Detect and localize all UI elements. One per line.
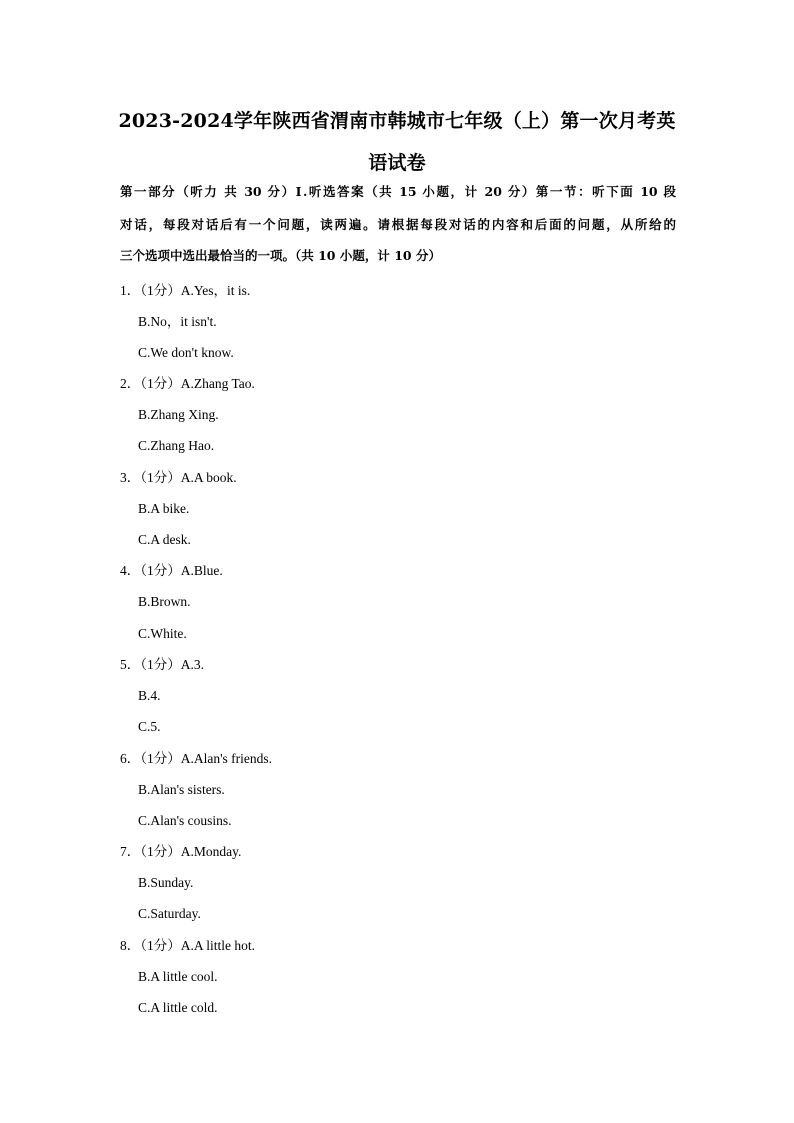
document-title-line-2: 语试卷 [368, 152, 426, 174]
question-8-first-line [120, 938, 255, 954]
question-2-option-b: B.Zhang Xing. [138, 407, 219, 422]
question-6-option-b: B.Alan's sisters. [138, 782, 225, 797]
section-instructions-line-1: 第一部分（听力 共 30 分）Ⅰ.听选答案（共 15 小题，计 20 分）第一节：听下面 10 段 [120, 184, 676, 199]
question-3-option-c: C.A desk. [138, 532, 191, 547]
question-number: 3．（1分） [120, 470, 181, 485]
option-a: A.Yes，it is. [180, 283, 251, 298]
document-title-line-1: 2023-2024学年陕西省渭南市韩城市七年级（上）第一次月考英 [118, 110, 676, 132]
question-6-option-c: C.Alan's cousins. [138, 813, 232, 828]
option-a: A.Zhang Tao. [180, 376, 255, 391]
question-3-first-line [120, 470, 237, 486]
question-1-option-b: B.No，it isn't. [138, 314, 217, 329]
option-a: A.Monday. [180, 844, 242, 859]
question-5-option-b: B.4. [138, 688, 161, 703]
question-7-option-c: C.Saturday. [138, 906, 201, 921]
question-4-option-b: B.Brown. [138, 594, 191, 609]
question-number: 4．（1分） [120, 563, 181, 578]
question-2-option-c: C.Zhang Hao. [138, 438, 215, 453]
question-8-option-b: B.A little cool. [138, 969, 218, 984]
option-a: A.3. [180, 657, 204, 672]
question-1-first-line [120, 283, 250, 299]
question-6-first-line [120, 751, 272, 767]
option-a: A.Blue. [180, 563, 223, 578]
option-a: A.A book. [180, 470, 237, 485]
question-3-option-b: B.A bike. [138, 501, 190, 516]
question-4-option-c: C.White. [138, 626, 187, 641]
question-5-first-line [120, 657, 204, 673]
option-a: A.Alan's friends. [180, 751, 273, 766]
question-number: 8．（1分） [120, 938, 181, 953]
question-number: 6．（1分） [120, 751, 181, 766]
option-a: A.A little hot. [180, 938, 255, 953]
question-number: 5．（1分） [120, 657, 181, 672]
question-4-first-line [120, 563, 223, 579]
question-1-option-c: C.We don't know. [138, 345, 234, 360]
question-2-first-line [120, 376, 255, 392]
question-5-option-c: C.5. [138, 719, 161, 734]
question-number: 7．（1分） [120, 844, 181, 859]
question-number: 1．（1分） [120, 283, 181, 298]
question-7-first-line [120, 844, 241, 860]
section-instructions-line-3: 三个选项中选出最恰当的一项。（共 10 小题，计 10 分） [120, 248, 441, 263]
question-number: 2．（1分） [120, 376, 181, 391]
section-instructions-line-2: 对话，每段对话后有一个问题，读两遍。请根据每段对话的内容和后面的问题，从所给的 [120, 217, 676, 232]
question-8-option-c: C.A little cold. [138, 1000, 218, 1015]
question-7-option-b: B.Sunday. [138, 875, 194, 890]
